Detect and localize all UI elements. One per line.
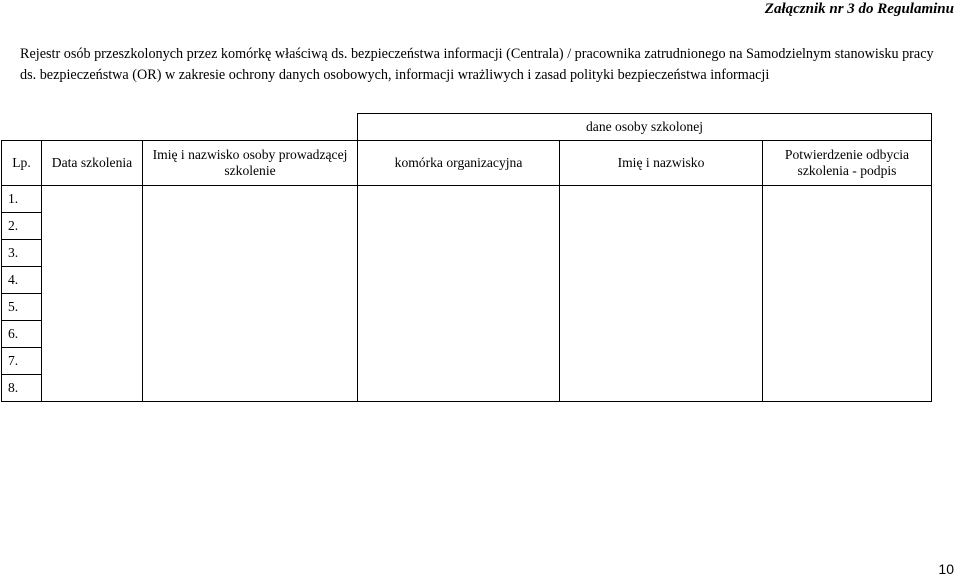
register-intro: Rejestr osób przeszkolonych przez komórkę właściwą ds. bezpieczeństwa informacji (Centrala) / pracownika zatrudnionego na Samodzielnym stanowisku pracy ds. bezpieczeństwa (OR) w zakresie ochrony danych osobowych, informacji wrażliwych i zasad polityki bezpieczeństwa informacji xyxy=(20,46,934,83)
training-date-cell[interactable] xyxy=(42,321,143,348)
row-number: 1. xyxy=(2,186,42,213)
table-row xyxy=(2,375,932,402)
signature-cell[interactable] xyxy=(763,213,932,240)
training-date-cell[interactable] xyxy=(42,213,143,240)
table-group-header-row xyxy=(2,114,932,141)
org-unit-cell[interactable] xyxy=(358,348,560,375)
col-header-trainer-name: Imię i nazwisko osoby prowadzącej szkolenie xyxy=(143,141,358,186)
org-unit-cell[interactable] xyxy=(358,213,560,240)
table-row xyxy=(2,294,932,321)
signature-cell[interactable] xyxy=(763,321,932,348)
row-number: 2. xyxy=(2,213,42,240)
signature-cell[interactable] xyxy=(763,294,932,321)
trainee-name-cell[interactable] xyxy=(560,213,763,240)
signature-cell[interactable] xyxy=(763,186,932,213)
trainee-name-cell[interactable] xyxy=(560,186,763,213)
training-date-cell[interactable] xyxy=(42,348,143,375)
col-header-org-unit: komórka organizacyjna xyxy=(358,141,560,186)
signature-cell[interactable] xyxy=(763,267,932,294)
row-number: 6. xyxy=(2,321,42,348)
table-row xyxy=(2,186,932,213)
col-header-trainee-name: Imię i nazwisko xyxy=(560,141,763,186)
trainee-data-group-header: dane osoby szkolonej xyxy=(358,114,932,141)
annex-label: Załącznik nr 3 do Regulaminu xyxy=(764,1,954,17)
training-date-cell[interactable] xyxy=(42,186,143,213)
signature-cell[interactable] xyxy=(763,375,932,402)
col-header-lp: Lp. xyxy=(2,141,42,186)
training-date-cell[interactable] xyxy=(42,240,143,267)
trainer-name-cell[interactable] xyxy=(143,375,358,402)
table-header-row xyxy=(2,141,932,186)
org-unit-cell[interactable] xyxy=(358,375,560,402)
trainee-name-cell[interactable] xyxy=(560,240,763,267)
row-number: 8. xyxy=(2,375,42,402)
row-number: 7. xyxy=(2,348,42,375)
org-unit-cell[interactable] xyxy=(358,294,560,321)
table-row xyxy=(2,267,932,294)
trainer-name-cell[interactable] xyxy=(143,348,358,375)
trainer-name-cell[interactable] xyxy=(143,294,358,321)
table-row xyxy=(2,321,932,348)
trainer-name-cell[interactable] xyxy=(143,267,358,294)
training-date-cell[interactable] xyxy=(42,294,143,321)
signature-cell[interactable] xyxy=(763,240,932,267)
col-header-training-date: Data szkolenia xyxy=(42,141,143,186)
org-unit-cell[interactable] xyxy=(358,240,560,267)
trainee-name-cell[interactable] xyxy=(560,375,763,402)
training-register-table xyxy=(1,113,932,402)
page-number: 10 xyxy=(938,561,954,577)
signature-cell[interactable] xyxy=(763,348,932,375)
org-unit-cell[interactable] xyxy=(358,186,560,213)
trainer-name-cell[interactable] xyxy=(143,240,358,267)
trainer-name-cell[interactable] xyxy=(143,321,358,348)
trainer-name-cell[interactable] xyxy=(143,186,358,213)
training-date-cell[interactable] xyxy=(42,375,143,402)
row-number: 4. xyxy=(2,267,42,294)
trainer-name-cell[interactable] xyxy=(143,213,358,240)
trainee-name-cell[interactable] xyxy=(560,321,763,348)
trainee-name-cell[interactable] xyxy=(560,348,763,375)
trainee-name-cell[interactable] xyxy=(560,267,763,294)
col-header-confirmation-signature: Potwierdzenie odbycia szkolenia - podpis xyxy=(763,141,932,186)
org-unit-cell[interactable] xyxy=(358,321,560,348)
row-number: 3. xyxy=(2,240,42,267)
row-number: 5. xyxy=(2,294,42,321)
training-date-cell[interactable] xyxy=(42,267,143,294)
table-row xyxy=(2,240,932,267)
table-row xyxy=(2,348,932,375)
trainee-name-cell[interactable] xyxy=(560,294,763,321)
table-row xyxy=(2,213,932,240)
header-blank-corner xyxy=(2,114,358,141)
org-unit-cell[interactable] xyxy=(358,267,560,294)
